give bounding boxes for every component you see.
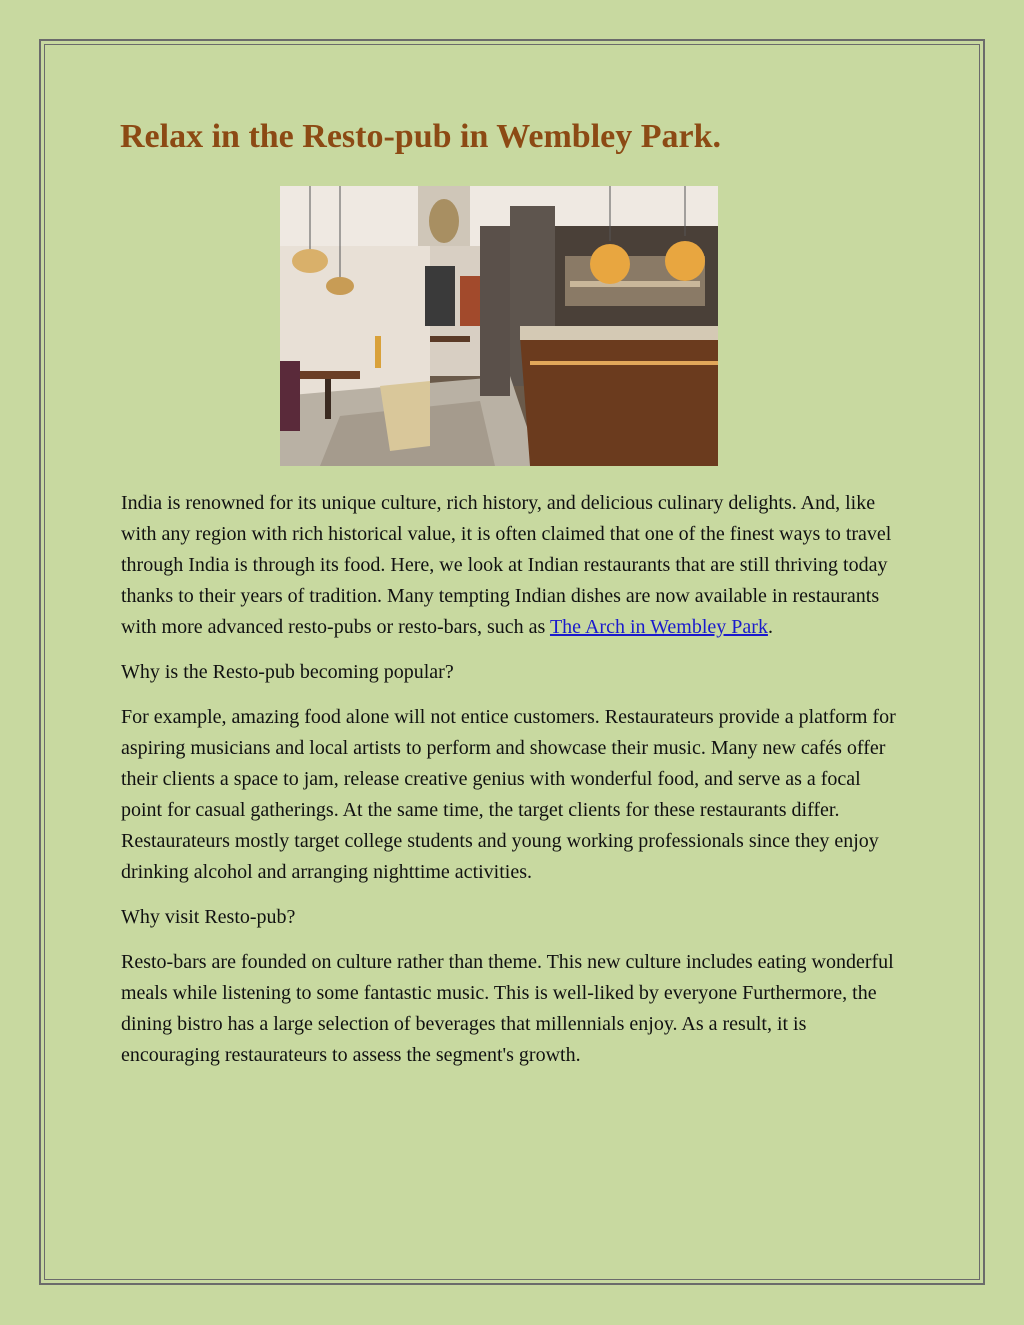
paragraph-popular: For example, amazing food alone will not entice customers. Restaurateurs provide a platform for aspiring musicians and local artists to perform and showcase their music. Many new cafés offer their clients a space to jam, release creative genius with wonderful food, and serve as a focal point for casual gatherings. At the same time, the target clients for these restaurants differ. Restaurateurs mostly target college students and young working professionals since they enjoy drinking alcohol and arranging nighttime activities.: [121, 706, 896, 883]
paragraph-intro-end: .: [767, 616, 773, 638]
article-body: [121, 488, 901, 1085]
paragraph-visit: Resto-bars are founded on culture rather than theme. This new culture includes eating wonderful meals while listening to some fantastic music. This is well-liked by everyone Furthermore, the dining bistro has a large selection of beverages that millennials enjoy. As a result, it is encouraging restaurateurs to assess the segment's growth.: [121, 951, 894, 1066]
paragraph-intro: [121, 488, 901, 643]
section-heading-popular: Why is the Resto-pub becoming popular?: [121, 661, 454, 683]
section-heading-visit: Why visit Resto-pub?: [121, 906, 296, 928]
restaurant-interior-photo: [280, 186, 718, 466]
paragraph-intro-text: India is renowned for its unique culture, rich history, and delicious culinary delights. And, like with any region with rich historical value, it is often claimed that one of the finest ways to travel through India is through its food. Here, we look at Indian restaurants that are still thriving today thanks to their years of tradition. Many tempting Indian dishes are now available in restaurants with more advanced resto-pubs or resto-bars, such as: [121, 492, 892, 638]
the-arch-link[interactable]: The Arch in Wembley Park: [549, 616, 768, 638]
article-title: Relax in the Resto-pub in Wembley Park.: [120, 118, 722, 155]
